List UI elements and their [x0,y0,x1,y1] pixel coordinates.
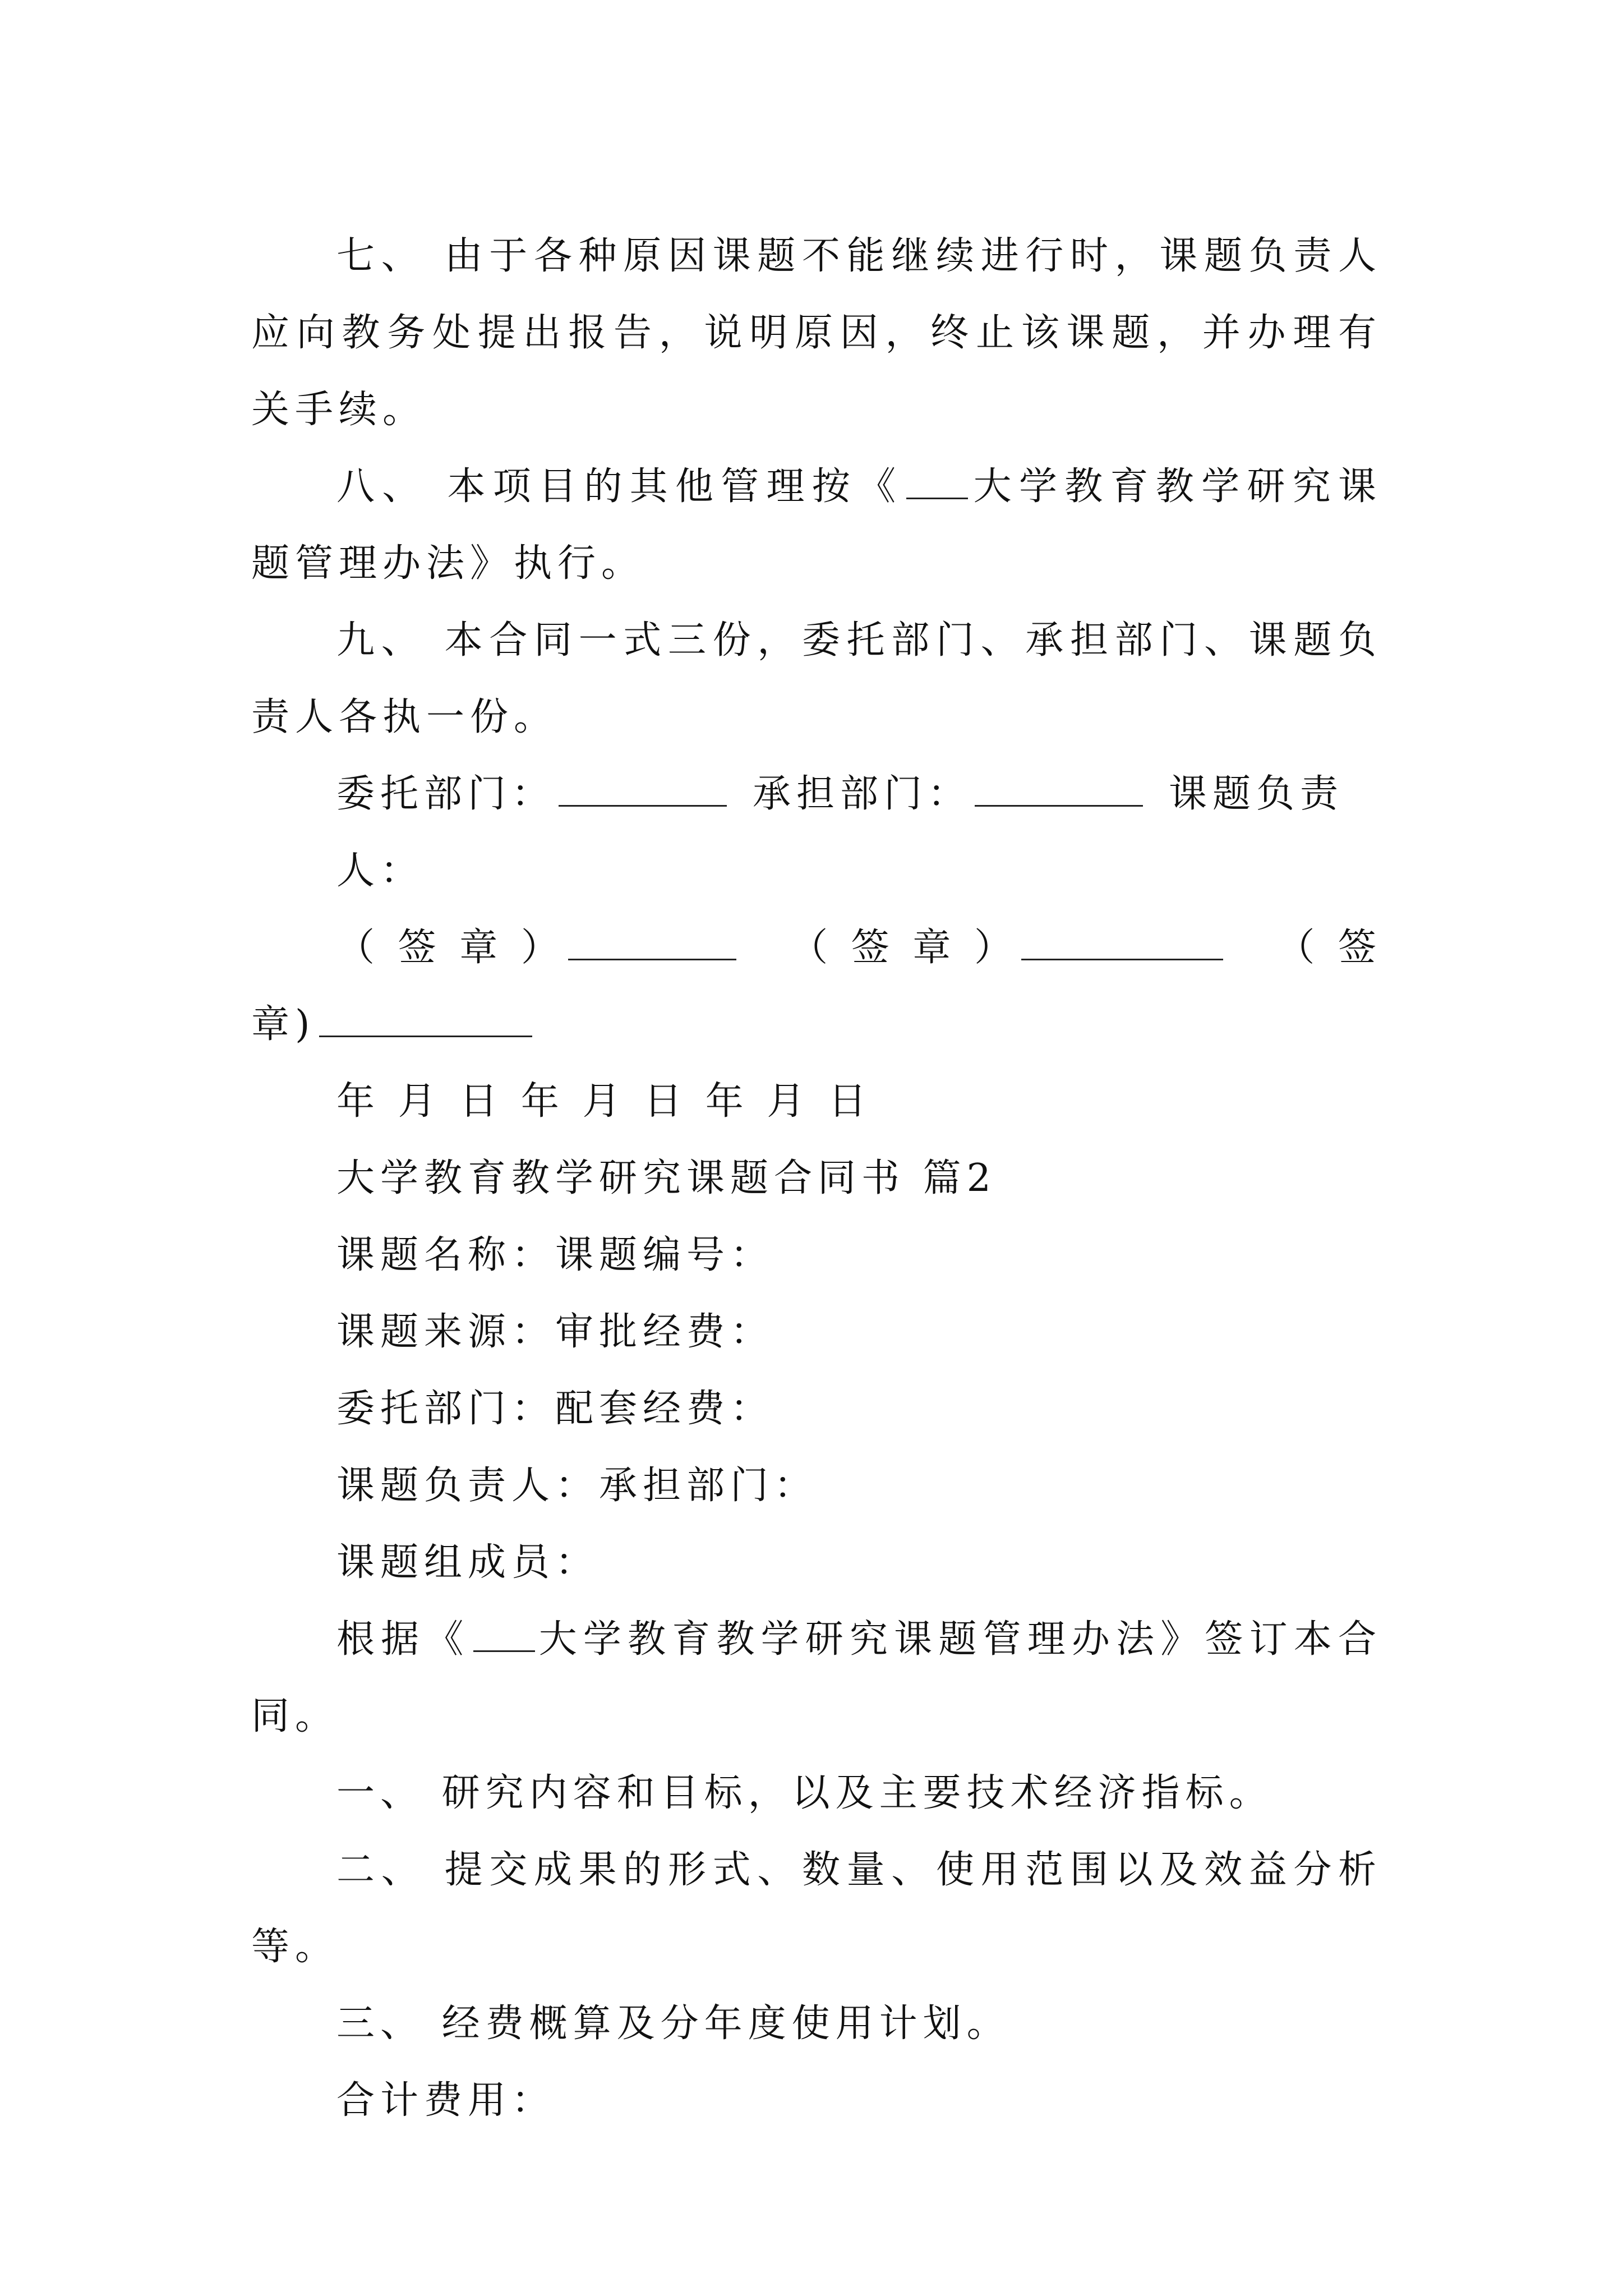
document-page [251,218,1382,2139]
row-project-name: 课题名称：课题编号： [336,1233,774,1277]
item-two: 二、 提交成果的形式、数量、使用范围以及效益分析等。 [251,1848,1382,1969]
seal-1-blank [568,921,736,960]
seal-3-start: （ 签 [1276,926,1382,970]
seal-3-blank [319,997,532,1037]
row-project-source: 课题来源：审批经费： [336,1310,774,1354]
university-name-blank [906,459,968,499]
undertake-dept-label: 承担部门： [753,772,972,816]
project-leader-label: 课题负责人： [336,772,1344,893]
clause-eight [251,448,1382,602]
seal-3-end: 章) [251,1002,316,1047]
row-entrust-dept: 委托部门：配套经费： [336,1387,774,1431]
seal-row [251,909,1382,986]
contract-basis-start: 根据《 [336,1617,470,1662]
signature-labels-row [251,756,1382,909]
clause-eight-start: 八、 本项目的其他管理按《 [336,464,903,509]
contract-basis-end: 大学教育教学研究课题管理办法》签订本合同。 [251,1617,1382,1738]
seal-2-blank [1021,921,1223,960]
entrust-dept-label: 委托部门： [336,772,556,816]
seal-row-continued [251,986,1382,1063]
clause-eight-end: 大学教育教学研究课题管理办法》执行。 [251,464,1382,586]
item-one: 一、 研究内容和目标，以及主要技术经济指标。 [336,1771,1273,1815]
total-cost: 合计费用： [336,2078,556,2123]
section-two-title: 大学教育教学研究课题合同书 篇2 [336,1156,997,1200]
clause-seven: 七、 由于各种原因课题不能继续进行时，课题负责人应向教务处提出报告，说明原因，终止该课题，并办理有关手续。 [251,234,1382,432]
entrust-dept-blank [559,767,727,807]
seal-1: （ 签 章 ） [336,926,565,970]
seal-group-1 [336,909,740,986]
date-line: 年 月 日 年 月 日 年 月 日 [336,1079,872,1124]
clause-nine: 九、 本合同一式三份，委托部门、承担部门、课题负责人各执一份。 [251,618,1382,739]
row-project-leader: 课题负责人：承担部门： [336,1464,818,1508]
row-project-members: 课题组成员： [336,1540,600,1585]
item-three: 三、 经费概算及分年度使用计划。 [336,2001,1011,2046]
undertake-dept-blank [975,767,1143,807]
seal-2: （ 签 章 ） [790,926,1018,970]
seal-group-2 [790,909,1227,986]
basis-university-blank [473,1612,535,1652]
contract-basis [251,1601,1382,1755]
